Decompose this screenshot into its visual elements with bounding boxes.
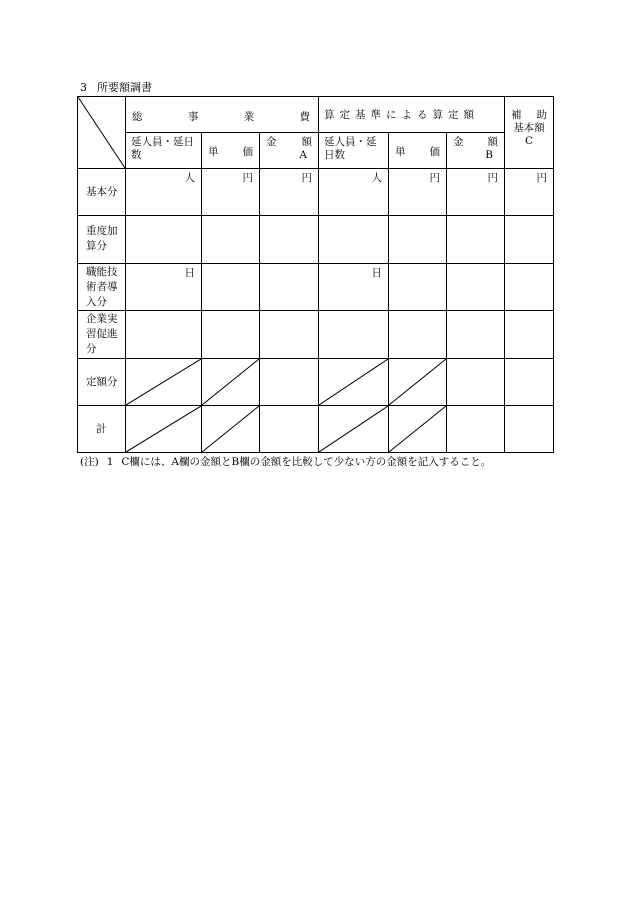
row-label: 基本分 bbox=[86, 186, 118, 198]
section-title bbox=[80, 81, 152, 95]
input-cell[interactable] bbox=[389, 311, 447, 359]
row-label-cell bbox=[78, 216, 126, 264]
unit-yen: 円 bbox=[301, 172, 312, 184]
row-label-cell bbox=[78, 311, 126, 359]
struck-cell bbox=[126, 359, 202, 406]
row-label-cell bbox=[78, 264, 126, 311]
unit-price-char: 価 bbox=[429, 146, 440, 158]
struck-cell bbox=[319, 406, 389, 453]
note-prefix: (注) bbox=[80, 456, 99, 468]
struck-cell bbox=[389, 406, 447, 453]
struck-cell bbox=[319, 359, 389, 406]
persons-label: 延人員・延日数 bbox=[324, 136, 377, 161]
amount-char: 金 bbox=[453, 136, 464, 148]
amount-char: 金 bbox=[266, 136, 277, 148]
unit-day: 日 bbox=[184, 267, 195, 279]
cost-table bbox=[77, 96, 554, 453]
subsidy-letter: C bbox=[524, 135, 534, 147]
section-number: 3 bbox=[80, 81, 87, 94]
input-cell[interactable] bbox=[260, 406, 319, 453]
input-cell[interactable] bbox=[202, 311, 260, 359]
input-cell[interactable] bbox=[505, 311, 554, 359]
struck-cell bbox=[202, 406, 260, 453]
struck-cell bbox=[389, 359, 447, 406]
persons-label: 延人員・延日数 bbox=[131, 136, 194, 161]
input-cell[interactable] bbox=[447, 216, 505, 264]
table-row bbox=[78, 359, 554, 406]
input-cell[interactable] bbox=[202, 216, 260, 264]
header-total-cost bbox=[126, 97, 319, 133]
input-cell[interactable] bbox=[260, 359, 319, 406]
row-label-cell bbox=[78, 169, 126, 216]
input-cell[interactable] bbox=[447, 169, 505, 216]
input-cell[interactable] bbox=[505, 359, 554, 406]
table-row bbox=[78, 406, 554, 453]
strike-diagonal bbox=[389, 406, 446, 452]
unit-yen: 円 bbox=[429, 172, 440, 184]
input-cell[interactable] bbox=[447, 264, 505, 311]
input-cell[interactable] bbox=[126, 311, 202, 359]
header-total-char: 総 bbox=[132, 111, 143, 123]
header-total-char: 事 bbox=[187, 111, 199, 123]
header-unit-price-b bbox=[389, 133, 447, 169]
input-cell[interactable] bbox=[260, 311, 319, 359]
table-row bbox=[78, 216, 554, 264]
input-cell[interactable] bbox=[319, 311, 389, 359]
table-row bbox=[78, 169, 554, 216]
unit-price-char: 単 bbox=[208, 146, 219, 158]
input-cell[interactable] bbox=[389, 169, 447, 216]
input-cell[interactable] bbox=[505, 169, 554, 216]
input-cell[interactable] bbox=[505, 406, 554, 453]
input-cell[interactable] bbox=[126, 216, 202, 264]
unit-person: 人 bbox=[184, 172, 195, 184]
struck-cell bbox=[202, 359, 260, 406]
unit-yen: 円 bbox=[487, 172, 499, 184]
input-cell[interactable] bbox=[389, 264, 447, 311]
row-label: 計 bbox=[96, 423, 107, 435]
amount-letter-b: B bbox=[485, 149, 494, 161]
strike-diagonal bbox=[126, 406, 201, 452]
row-label: 職能技術者導入分 bbox=[86, 266, 118, 308]
strike-diagonal bbox=[389, 359, 446, 405]
table-row bbox=[78, 311, 554, 359]
input-cell[interactable] bbox=[447, 359, 505, 406]
row-label: 重度加算分 bbox=[86, 225, 118, 252]
input-cell[interactable] bbox=[260, 169, 319, 216]
unit-day: 日 bbox=[371, 267, 382, 279]
footnote bbox=[80, 455, 491, 469]
header-persons-b bbox=[319, 133, 389, 169]
strike-diagonal bbox=[319, 406, 388, 452]
header-standard-amount bbox=[319, 97, 505, 133]
note-text: C欄には、A欄の金額とB欄の金額を比較して少ない方の金額を記入すること。 bbox=[121, 456, 492, 468]
input-cell[interactable] bbox=[447, 406, 505, 453]
input-cell[interactable] bbox=[319, 169, 389, 216]
row-label: 定額分 bbox=[86, 376, 118, 388]
section-heading: 所要額調書 bbox=[97, 81, 152, 94]
input-cell[interactable] bbox=[447, 311, 505, 359]
strike-diagonal bbox=[319, 359, 388, 405]
input-cell[interactable] bbox=[202, 264, 260, 311]
input-cell[interactable] bbox=[505, 216, 554, 264]
strike-diagonal bbox=[202, 406, 259, 452]
header-unit-price-a bbox=[202, 133, 260, 169]
input-cell[interactable] bbox=[260, 216, 319, 264]
input-cell[interactable] bbox=[505, 264, 554, 311]
unit-price-char: 価 bbox=[242, 146, 253, 158]
row-label: 企業実習促進分 bbox=[86, 313, 118, 355]
strike-diagonal bbox=[126, 359, 201, 405]
unit-yen: 円 bbox=[242, 172, 253, 184]
amount-char: 額 bbox=[301, 136, 312, 148]
header-total-char: 業 bbox=[243, 111, 255, 123]
header-total-char: 費 bbox=[299, 111, 310, 123]
header-persons-a bbox=[126, 133, 202, 169]
subsidy-line2: 基本額 bbox=[513, 122, 545, 134]
table-row bbox=[78, 264, 554, 311]
input-cell[interactable] bbox=[389, 216, 447, 264]
subsidy-char: 助 bbox=[536, 109, 548, 121]
unit-price-char: 単 bbox=[395, 146, 406, 158]
strike-diagonal bbox=[202, 359, 259, 405]
header-standard-label: 算定基準による算定額 bbox=[324, 109, 479, 121]
corner-diagonal bbox=[78, 97, 125, 168]
note-number: 1 bbox=[106, 456, 114, 468]
header-subsidy bbox=[505, 97, 554, 169]
unit-yen: 円 bbox=[536, 172, 548, 184]
amount-letter-a: A bbox=[299, 149, 307, 161]
input-cell[interactable] bbox=[202, 169, 260, 216]
corner-cell bbox=[78, 97, 126, 169]
header-amount-a bbox=[260, 133, 319, 169]
input-cell[interactable] bbox=[319, 264, 389, 311]
row-label-cell bbox=[78, 406, 126, 453]
input-cell[interactable] bbox=[126, 264, 202, 311]
struck-cell bbox=[126, 406, 202, 453]
input-cell[interactable] bbox=[126, 169, 202, 216]
amount-char: 額 bbox=[487, 136, 499, 148]
row-label-cell bbox=[78, 359, 126, 406]
input-cell[interactable] bbox=[260, 264, 319, 311]
input-cell[interactable] bbox=[319, 216, 389, 264]
header-amount-b bbox=[447, 133, 505, 169]
subsidy-char: 補 bbox=[511, 109, 522, 121]
unit-person: 人 bbox=[371, 172, 382, 184]
